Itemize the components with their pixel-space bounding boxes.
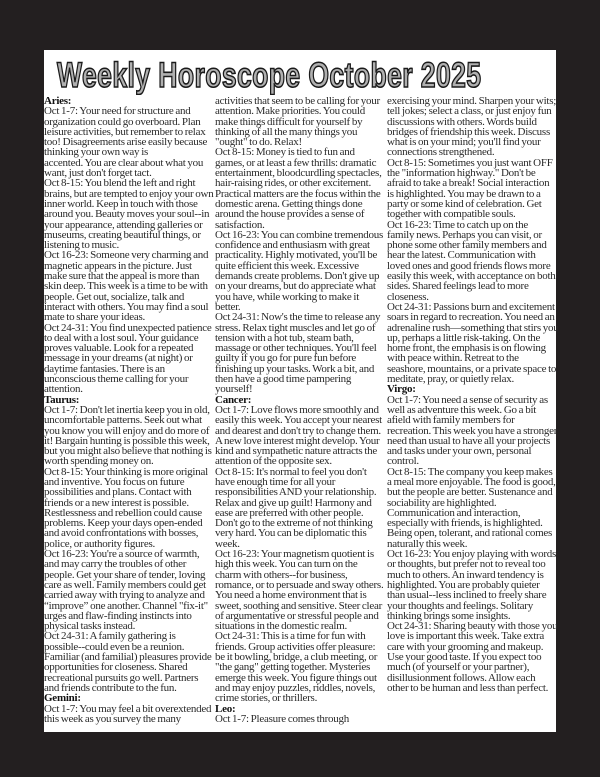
text-line: your thoughts and feelings. Solitary bbox=[387, 599, 533, 612]
text-line: tension with a hot tub, steam bath, bbox=[215, 331, 354, 344]
text-line: to deal with a lost soul. Your guidance bbox=[44, 331, 199, 344]
text-line: make sure that the appeal is more than bbox=[44, 270, 200, 283]
text-line: attention. bbox=[44, 383, 83, 396]
text-line: problems. Keep your days open-ended bbox=[44, 517, 203, 530]
text-line: closeness. bbox=[387, 290, 429, 303]
text-line: unconscious theme calling for your bbox=[44, 373, 189, 386]
text-line: loved ones and good friends flows more bbox=[387, 259, 551, 272]
text-line: “improve” one another. Channel "fix-it" bbox=[44, 599, 208, 612]
text-line: accented. You are clear about what you bbox=[44, 156, 204, 169]
text-line: the "information highway." Don't be bbox=[387, 167, 536, 180]
text-line: Use your good taste. If you expect too bbox=[387, 651, 542, 664]
text-line: than usual--less inclined to freely share bbox=[387, 589, 547, 602]
text-line: brains, but are tempted to enjoy your own bbox=[44, 187, 214, 200]
text-line: people. Get out, socialize, talk and bbox=[44, 290, 185, 303]
text-column-3 bbox=[387, 95, 559, 694]
text-line: around you. Beauty moves your soul--in bbox=[44, 208, 210, 221]
text-line: Practical matters are the focus within the bbox=[215, 187, 381, 200]
text-line: activities that seem to be calling for your bbox=[215, 95, 380, 107]
text-line: sweet, soothing and sensitive. Steer clear bbox=[215, 599, 383, 612]
text-line: organization could go overboard. Plan bbox=[44, 115, 201, 128]
text-line: proves valuable. Look for a repeated bbox=[44, 342, 194, 355]
text-line: interact with others. You may find a soul bbox=[44, 300, 209, 313]
text-line: uncomfortable patterns. Seek out what bbox=[44, 414, 202, 427]
text-line: Oct 8-15: Your thinking is more original bbox=[44, 465, 208, 478]
text-line: Oct 16-23: Your magnetism quotient is bbox=[215, 548, 374, 561]
text-line: your appearance, attending galleries or bbox=[44, 218, 203, 231]
text-line: possibilities and plans. Contact with bbox=[44, 486, 192, 499]
text-line: inner world. Keep in touch with those bbox=[44, 197, 198, 210]
text-line: "the gang" getting together. Mysteries bbox=[215, 661, 371, 674]
text-line: Oct 8-15: Money is tied to fun and bbox=[215, 146, 355, 159]
text-line: week. bbox=[215, 537, 240, 550]
text-line: but you might also believe that nothing is bbox=[44, 445, 212, 458]
text-line: Oct 24-31: Passions burn and excitement bbox=[387, 300, 555, 313]
text-line: responsibilities AND your relationship. bbox=[215, 486, 377, 499]
text-line: Restlessness and rebellion could cause bbox=[44, 506, 202, 519]
text-line: make things difficult for yourself by bbox=[215, 115, 363, 128]
text-line: Oct 24-31: A family gathering is bbox=[44, 630, 176, 643]
text-line: You need a home environment that is bbox=[215, 589, 367, 602]
text-line: and tasks under your own, personal bbox=[387, 445, 532, 458]
sign-heading: Leo: bbox=[215, 702, 236, 715]
text-line: Oct 24-31: This is a time for fun with bbox=[215, 630, 366, 643]
text-line: well as adventure this week. Go a bit bbox=[387, 403, 537, 416]
text-line: people. Get your share of tender, loving bbox=[44, 568, 206, 581]
text-line: thinking brings some insights. bbox=[387, 609, 511, 622]
text-line: kind and sympathetic nature attracts the bbox=[215, 445, 378, 458]
text-line: control. bbox=[387, 455, 419, 468]
text-line: demands create problems. Don't give up bbox=[215, 270, 380, 283]
text-line: Oct 24-31: You find unexpected patience bbox=[44, 321, 212, 334]
text-line: confidence and enthusiasm with great bbox=[215, 239, 370, 252]
sign-heading: Virgo: bbox=[387, 383, 416, 396]
text-line: need than usual to have all your projects bbox=[387, 434, 551, 447]
text-line: you know you will enjoy and do more of bbox=[44, 424, 210, 437]
text-line: carried away with trying to analyze and bbox=[44, 589, 205, 602]
text-line: care with your grooming and makeup. bbox=[387, 640, 544, 653]
text-line: and may carry the troubles of other bbox=[44, 558, 187, 571]
text-line: and may enjoy puzzles, riddles, novels, bbox=[215, 681, 376, 694]
text-line: friends or a new interest is possible. bbox=[44, 496, 189, 509]
text-line: Oct 1-7: You may feel a bit overextended bbox=[44, 702, 212, 715]
text-line: domestic arena. Getting things done bbox=[215, 197, 363, 210]
text-line: satisfaction. bbox=[215, 218, 265, 231]
text-line: have enough time for all your bbox=[215, 475, 336, 488]
text-line: disillusionment follows. Allow each bbox=[387, 671, 536, 684]
text-line: up, perhaps a little risk-taking. On the bbox=[387, 331, 541, 344]
text-line: exercising your mind. Sharpen your wits; bbox=[387, 95, 557, 107]
text-line: much (of yourself or your partner), bbox=[387, 661, 530, 674]
text-line: recreational pursuits go well. Partners bbox=[44, 671, 199, 684]
text-line: adrenaline rush—something that stirs you bbox=[387, 321, 559, 334]
text-line: physical tasks instead. bbox=[44, 620, 136, 633]
text-line: you have, while working to make it bbox=[215, 290, 360, 303]
text-line: but the people are better. Sustenance and bbox=[387, 486, 553, 499]
text-line: Oct 16-23: You can combine tremendous bbox=[215, 228, 383, 241]
text-line: connections strengthened. bbox=[387, 146, 495, 159]
text-line: family news. Perhaps you can visit, or bbox=[387, 228, 542, 241]
text-line: thinking your own way is bbox=[44, 146, 149, 159]
sign-heading: Aries: bbox=[44, 95, 72, 107]
text-line: too! Disagreements arise easily because bbox=[44, 136, 208, 149]
text-line: ease are preferred with other people. bbox=[215, 506, 364, 519]
text-line: Oct 1-7: Pleasure comes through bbox=[215, 712, 350, 725]
text-line: afield with family members for bbox=[387, 414, 515, 427]
text-line: discussions with others. Words build bbox=[387, 115, 537, 128]
text-line: of argumentative or stressful people and bbox=[215, 609, 379, 622]
text-line: meditate, pray, or quietly relax. bbox=[387, 373, 515, 386]
text-line: a meal more enjoyable. The food is good, bbox=[387, 475, 556, 488]
text-line: be it bowling, bridge, a club meeting, or bbox=[215, 651, 378, 664]
text-column-2 bbox=[215, 96, 382, 724]
text-line: Oct 16-23: Time to catch up on the bbox=[387, 218, 528, 231]
text-line: seashore, mountains, or a private space to bbox=[387, 362, 557, 375]
text-line: urges and flaw-finding instincts into bbox=[44, 609, 192, 622]
text-line: Oct 24-31: Sharing beauty with those you bbox=[387, 620, 558, 633]
text-line: stress. Relax tight muscles and let go of bbox=[215, 321, 376, 334]
text-line: recreation. This week you have a stronger bbox=[387, 424, 558, 437]
text-line: other to be human and less than perfect. bbox=[387, 681, 549, 694]
text-line: "ought" to do. Relax! bbox=[215, 136, 302, 149]
text-line: Oct 16-23: You enjoy playing with words bbox=[387, 548, 557, 561]
text-line: situations in the domestic realm. bbox=[215, 620, 348, 633]
text-line: then have a good time pampering bbox=[215, 373, 352, 386]
text-line: easily this week. You accept your nearest bbox=[215, 414, 382, 427]
text-line: it! Bargain hunting is possible this week, bbox=[44, 434, 210, 447]
text-line: Oct 24-31: Now's the time to release any bbox=[215, 311, 381, 324]
text-line: together with compatible souls. bbox=[387, 208, 516, 221]
text-line: magnetic appears in the picture. Just bbox=[44, 259, 192, 272]
text-line: on your dreams, but do appreciate what bbox=[215, 280, 376, 293]
text-line: care as well. Family members could get bbox=[44, 578, 206, 591]
text-line: entertainment, bloodcurdling spectacles, bbox=[215, 167, 382, 180]
text-line: or thoughts, but prefer not to reveal too bbox=[387, 558, 546, 571]
text-line: is highlighted. You may be drawn to a bbox=[387, 187, 541, 200]
text-line: attention of the opposite sex. bbox=[215, 455, 332, 468]
text-line: party or some kind of celebration. Get bbox=[387, 197, 542, 210]
text-column-1 bbox=[44, 95, 214, 725]
text-line: phone some other family members and bbox=[387, 239, 547, 252]
text-line: guilty if you go for pure fun before bbox=[215, 352, 357, 365]
text-line: charm with others--for business, bbox=[215, 568, 348, 581]
text-line: naturally this week. bbox=[387, 537, 468, 550]
page-title: Weekly Horoscope October 2025 bbox=[57, 56, 482, 95]
text-line: and avoid confrontations with bosses, bbox=[44, 527, 199, 540]
text-line: yourself! bbox=[215, 383, 253, 396]
text-line: sociability are highlighted. bbox=[387, 496, 497, 509]
text-line: Oct 8-15: It's normal to feel you don't bbox=[215, 465, 367, 478]
text-line: museums, creating beautiful things, or bbox=[44, 228, 201, 241]
text-line: daytime fantasies. There is an bbox=[44, 362, 165, 375]
text-line: leisure activities, but remember to relax bbox=[44, 125, 206, 138]
sign-heading: Cancer: bbox=[215, 393, 252, 406]
text-line: opportunities for closeness. Shared bbox=[44, 661, 188, 674]
text-line: better. bbox=[215, 300, 241, 313]
text-line: afraid to take a break! Social interaction bbox=[387, 177, 550, 190]
text-line: Oct 1-7: Love flows more smoothly and bbox=[215, 403, 379, 416]
text-line: hair-raising rides, or other excitement. bbox=[215, 177, 371, 190]
text-line: and inventive. You focus on future bbox=[44, 475, 185, 488]
text-line: Oct 8-15: You blend the left and right bbox=[44, 177, 196, 190]
text-line: message in your dreams (at night) or bbox=[44, 352, 193, 365]
text-line: Oct 1-7: Don't let inertia keep you in old, bbox=[44, 403, 210, 416]
text-line: Oct 8-15: Sometimes you just want OFF bbox=[387, 156, 553, 169]
text-line: Oct 16-23: Someone very charming and bbox=[44, 249, 209, 262]
sign-heading: Gemini: bbox=[44, 692, 81, 705]
text-line: bridges of friendship this week. Discuss bbox=[387, 125, 550, 138]
text-line: Relax and give up guilt! Harmony and bbox=[215, 496, 372, 509]
text-line: worth spending money on. bbox=[44, 455, 154, 468]
text-line: much to others. An inward tendency is bbox=[387, 568, 544, 581]
text-line: love is important this week. Take extra bbox=[387, 630, 545, 643]
text-line: hear the latest. Communication with bbox=[387, 249, 536, 262]
text-line: listening to music. bbox=[44, 239, 120, 252]
text-line: and dearest and don't try to change them. bbox=[215, 424, 381, 437]
text-line: quite efficient this week. Excessive bbox=[215, 259, 359, 272]
text-line: practicality. Highly motivated, you'll be bbox=[215, 249, 378, 262]
text-line: especially with friends, is highlighted. bbox=[387, 517, 543, 530]
text-line: thinking of all the many things you bbox=[215, 125, 358, 138]
text-line: very hard. You can be diplomatic this bbox=[215, 527, 367, 540]
text-line: massage or other techniques. You'll feel bbox=[215, 342, 377, 355]
text-line: Don't go to the extreme of not thinking bbox=[215, 517, 373, 530]
text-line: crime stories, or thrillers. bbox=[215, 692, 318, 705]
sign-heading: Taurus: bbox=[44, 393, 80, 406]
text-line: highlighted. You are probably quieter bbox=[387, 578, 540, 591]
text-line: this week as you survey the many bbox=[44, 712, 181, 725]
text-line: and friends contribute to the fun. bbox=[44, 681, 177, 694]
text-line: sides. Shared feelings lead to more bbox=[387, 280, 529, 293]
text-line: Oct 1-7: You need a sense of security as bbox=[387, 393, 548, 406]
text-line: Communication and interaction, bbox=[387, 506, 521, 519]
text-line: games, or at least a few thrills: dramatic bbox=[215, 156, 377, 169]
text-line: want, just don't forget tact. bbox=[44, 167, 152, 180]
text-line: possible--could even be a reunion. bbox=[44, 640, 185, 653]
text-line: police, or authority figures. bbox=[44, 537, 155, 550]
text-line: A new love interest might develop. Your bbox=[215, 434, 380, 447]
text-line: attention. Make priorities. You could bbox=[215, 105, 365, 118]
text-line: around the house provides a sense of bbox=[215, 208, 365, 221]
text-line: finishing up your tasks. Work a bit, and bbox=[215, 362, 375, 375]
text-line: emerge this week. You figure things out bbox=[215, 671, 377, 684]
text-line: Oct 16-23: You're a source of warmth, bbox=[44, 548, 200, 561]
text-line: soars in regard to recreation. You need an bbox=[387, 311, 555, 324]
text-line: Being open, tolerant, and rational comes bbox=[387, 527, 553, 540]
text-line: mate to share your ideas. bbox=[44, 311, 146, 324]
text-line: friends. Group activities offer pleasure: bbox=[215, 640, 376, 653]
text-line: Familiar (and familial) pleasures provide bbox=[44, 651, 212, 664]
text-line: with peace within. Retreat to the bbox=[387, 352, 519, 365]
text-line: what is on your mind; you'll find your bbox=[387, 136, 541, 149]
text-line: Oct 1-7: Your need for structure and bbox=[44, 105, 191, 118]
text-line: high this week. You can turn on the bbox=[215, 558, 358, 571]
text-line: Oct 8-15: The company you keep makes bbox=[387, 465, 553, 478]
text-line: easily this week, with acceptance on both bbox=[387, 270, 556, 283]
text-line: skin deep. This week is a time to be with bbox=[44, 280, 208, 293]
text-line: romance, or to persuade and sway others. bbox=[215, 578, 384, 591]
horoscope-page bbox=[44, 50, 559, 732]
text-line: tell jokes; select a class, or just enjoy fun bbox=[387, 105, 552, 118]
text-line: home front, the emphasis is on flowing bbox=[387, 342, 546, 355]
